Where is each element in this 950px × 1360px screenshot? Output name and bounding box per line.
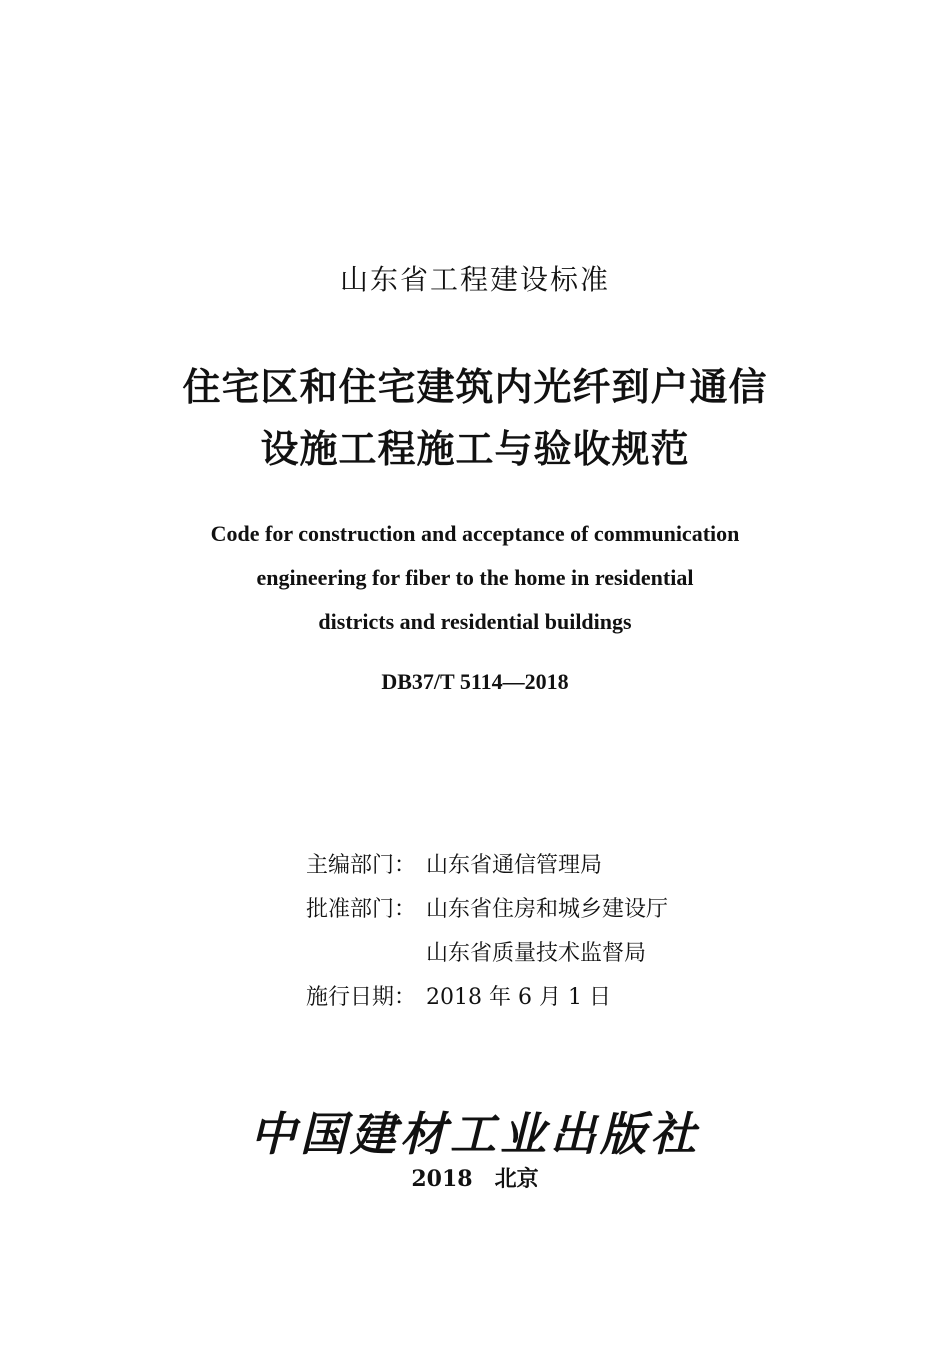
publication-imprint: 2018 北京 [411, 1166, 539, 1192]
editor-row [306, 848, 602, 879]
effective-date-value: 2018 年 6 月 1 日 [426, 985, 611, 1010]
approver-value-2: 山东省质量技术监督局 [426, 941, 647, 966]
approver-row-2 [306, 936, 646, 967]
english-title-line-2: engineering for fiber to the home in residential [256, 565, 694, 590]
approver-label: 批准部门： [306, 897, 417, 922]
chinese-title-line-1: 住宅区和住宅建筑内光纤到户通信 [182, 365, 768, 409]
english-title-line-3: districts and residential buildings [318, 609, 632, 634]
chinese-title-line-2: 设施工程施工与验收规范 [260, 427, 690, 471]
publisher-logo: 中国建材工业出版社 [250, 1107, 700, 1161]
editor-label: 主编部门： [306, 853, 417, 878]
approver-row [306, 892, 668, 923]
effective-date-row [306, 980, 611, 1011]
effective-date-label: 施行日期： [306, 985, 417, 1010]
standard-series: 山东省工程建设标准 [339, 263, 610, 296]
editor-value: 山东省通信管理局 [426, 853, 603, 878]
english-title-line-1: Code for construction and acceptance of communication [210, 521, 740, 546]
approver-value-1: 山东省住房和城乡建设厅 [426, 897, 669, 922]
standard-code: DB37/T 5114—2018 [381, 669, 569, 694]
